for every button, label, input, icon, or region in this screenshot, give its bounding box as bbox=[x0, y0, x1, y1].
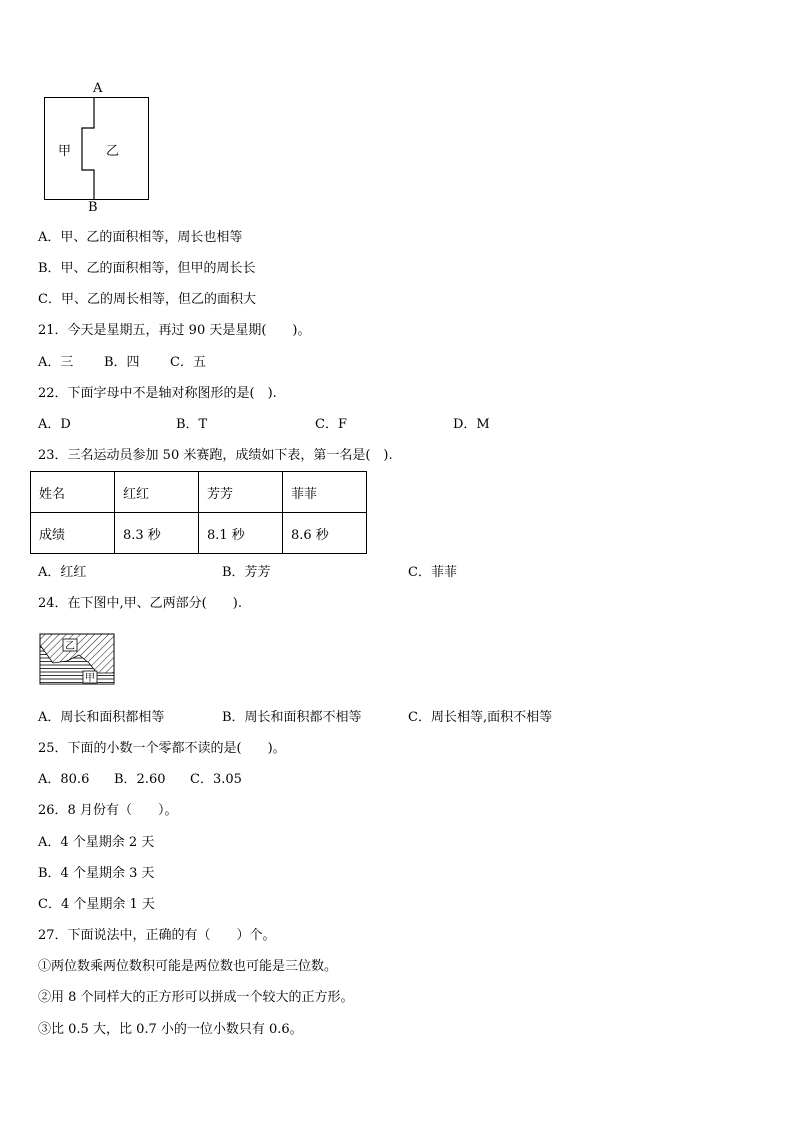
q22-option-b: B．T bbox=[176, 417, 208, 432]
figure-label-yi: 乙 bbox=[106, 144, 120, 159]
q21-option-a: A．三 bbox=[38, 355, 74, 370]
race-results-table bbox=[30, 471, 367, 554]
q20-option-c: C．甲、乙的周长相等，但乙的面积大 bbox=[38, 292, 256, 307]
hatched-region-figure bbox=[39, 633, 115, 685]
table-cell: 8.1 秒 bbox=[199, 513, 283, 554]
table-cell: 芳芳 bbox=[199, 472, 283, 513]
figure-label-a: A bbox=[93, 81, 103, 96]
q24-option-c: C．周长相等,面积不相等 bbox=[408, 710, 553, 725]
table-row bbox=[31, 513, 367, 554]
q23-option-a: A．红红 bbox=[38, 565, 87, 580]
table-cell: 成绩 bbox=[31, 513, 115, 554]
table-cell: 菲菲 bbox=[283, 472, 367, 513]
q27-question: 27．下面说法中，正确的有（ ）个。 bbox=[38, 928, 276, 943]
q22-question: 22．下面字母中不是轴对称图形的是( ). bbox=[38, 386, 277, 401]
q23-option-b: B．芳芳 bbox=[222, 565, 271, 580]
q24-question: 24．在下图中,甲、乙两部分( ). bbox=[38, 596, 242, 611]
q23-question: 23．三名运动员参加 50 米赛跑，成绩如下表，第一名是( ). bbox=[38, 448, 393, 463]
q22-option-c: C．F bbox=[315, 417, 347, 432]
q27-statement-3: ③比 0.5 大，比 0.7 小的一位小数只有 0.6。 bbox=[38, 1022, 303, 1037]
q20-option-b: B．甲、乙的面积相等，但甲的周长长 bbox=[38, 261, 256, 276]
q25-option-a: A．80.6 bbox=[38, 772, 90, 787]
table-cell: 姓名 bbox=[31, 472, 115, 513]
q21-option-c: C．五 bbox=[170, 355, 206, 370]
q21-option-b: B．四 bbox=[104, 355, 140, 370]
q23-option-c: C．菲菲 bbox=[408, 565, 457, 580]
figure-label-b: B bbox=[88, 200, 98, 215]
table-cell: 8.6 秒 bbox=[283, 513, 367, 554]
q25-question: 25．下面的小数一个零都不读的是( )。 bbox=[38, 741, 286, 756]
q26-option-c: C．4 个星期余 1 天 bbox=[38, 897, 155, 912]
q26-option-b: B．4 个星期余 3 天 bbox=[38, 866, 155, 881]
table-cell: 红红 bbox=[115, 472, 199, 513]
q22-option-a: A．D bbox=[38, 417, 71, 432]
q26-question: 26．8 月份有（ ）。 bbox=[38, 803, 178, 818]
q24-option-a: A．周长和面积都相等 bbox=[38, 710, 165, 725]
q25-option-c: C．3.05 bbox=[190, 772, 242, 787]
figure-label-yi: 乙 bbox=[65, 641, 75, 652]
q27-statement-2: ②用 8 个同样大的正方形可以拼成一个较大的正方形。 bbox=[38, 990, 354, 1005]
figure-label-jia: 甲 bbox=[58, 144, 72, 159]
q27-statement-1: ①两位数乘两位数积可能是两位数也可能是三位数。 bbox=[38, 959, 338, 974]
q25-option-b: B．2.60 bbox=[114, 772, 166, 787]
rectangle-split-figure bbox=[44, 81, 164, 220]
table-row bbox=[31, 472, 367, 513]
q20-option-a: A．甲、乙的面积相等，周长也相等 bbox=[38, 230, 243, 245]
q26-option-a: A．4 个星期余 2 天 bbox=[38, 835, 155, 850]
figure-label-jia: 甲 bbox=[85, 673, 95, 684]
table-cell: 8.3 秒 bbox=[115, 513, 199, 554]
hatched-region-drawing bbox=[39, 633, 115, 685]
q24-option-b: B．周长和面积都不相等 bbox=[222, 710, 362, 725]
q22-option-d: D．M bbox=[453, 417, 490, 432]
q21-question: 21．今天是星期五，再过 90 天是星期( )。 bbox=[38, 323, 311, 338]
